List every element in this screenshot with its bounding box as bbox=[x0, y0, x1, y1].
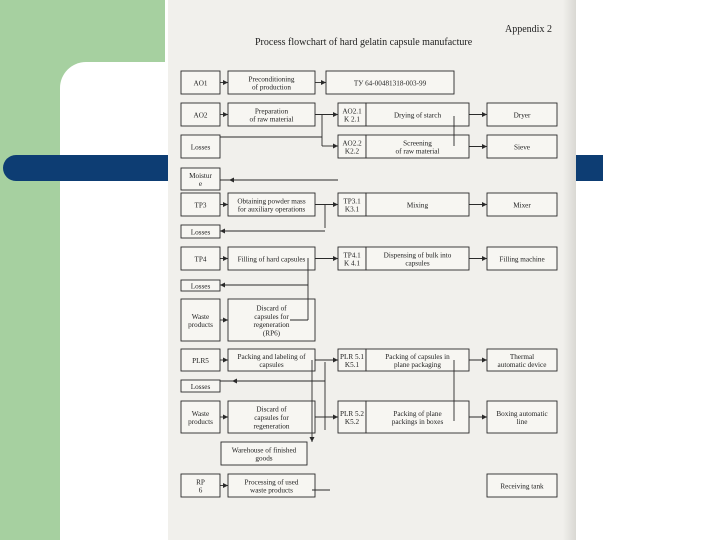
step-label: capsules for bbox=[254, 312, 289, 321]
flow-arrowhead bbox=[310, 437, 315, 442]
step-label: of production bbox=[252, 83, 291, 92]
document-title: Process flowchart of hard gelatin capsule manufacture bbox=[255, 37, 473, 48]
equipment-label: Receiving tank bbox=[500, 482, 544, 491]
substep-code-label: K5.2 bbox=[344, 418, 360, 427]
step-label: regeneration bbox=[253, 422, 290, 431]
code-label: Waste bbox=[191, 409, 210, 418]
substep-code-label: K2.2 bbox=[344, 147, 360, 156]
flow-arrowhead bbox=[333, 256, 338, 261]
flow-arrowhead bbox=[232, 379, 237, 384]
substep-code-label: PLR 5.1 bbox=[340, 352, 364, 361]
flow-arrowhead bbox=[482, 358, 487, 363]
flow-arrowhead bbox=[321, 80, 326, 85]
substep-label: Packing of capsules in bbox=[385, 352, 450, 361]
substep-label: Mixing bbox=[406, 201, 429, 210]
substep-label: Screening bbox=[403, 139, 432, 148]
code-label: Losses bbox=[190, 383, 211, 391]
code-label: products bbox=[188, 321, 213, 330]
step-label: goods bbox=[255, 454, 273, 463]
flow-arrowhead bbox=[223, 483, 228, 488]
equipment-label: Dryer bbox=[513, 111, 531, 120]
flow-arrowhead bbox=[223, 202, 228, 207]
substep-code-label: AO2.1 bbox=[342, 107, 362, 116]
white-content-tab bbox=[60, 62, 180, 540]
code-label: Losses bbox=[190, 282, 211, 291]
code-label: Moistur bbox=[189, 171, 212, 180]
equipment-label: Mixer bbox=[513, 201, 531, 210]
substep-code-label: K 4.1 bbox=[344, 259, 360, 268]
substep-label: packings in boxes bbox=[391, 418, 444, 427]
substep-label: of raw material bbox=[395, 147, 440, 156]
code-label: AO1 bbox=[193, 79, 208, 88]
equipment-label: Boxing automatic bbox=[496, 409, 548, 418]
code-label: TP4 bbox=[194, 255, 207, 264]
substep-label: ТУ 64-00481318-003-99 bbox=[353, 79, 427, 88]
substep-code-label: K 2.1 bbox=[344, 115, 360, 124]
flow-arrowhead bbox=[223, 256, 228, 261]
step-label: Obtaining powder mass bbox=[237, 197, 306, 206]
step-label: regeneration bbox=[253, 321, 290, 330]
flow-arrowhead bbox=[223, 112, 228, 117]
code-label: Losses bbox=[190, 143, 211, 152]
substep-code-label: K5.1 bbox=[344, 361, 360, 370]
flow-arrowhead bbox=[223, 80, 228, 85]
step-label: Discard of bbox=[256, 304, 287, 313]
equipment-label: Filling machine bbox=[499, 255, 545, 264]
substep-code-label: K3.1 bbox=[344, 205, 360, 214]
flow-arrowhead bbox=[333, 112, 338, 117]
code-label: e bbox=[198, 180, 203, 189]
code-label: products bbox=[188, 418, 213, 427]
flow-arrowhead bbox=[482, 202, 487, 207]
step-label: Discard of bbox=[256, 405, 287, 414]
step-label: for auxiliary operations bbox=[237, 205, 306, 214]
code-label: 6 bbox=[198, 486, 203, 495]
step-label: capsules for bbox=[254, 414, 289, 422]
step-label: Preconditioning bbox=[248, 75, 295, 84]
step-label: Filling of hard capsules bbox=[237, 255, 306, 264]
flow-arrowhead bbox=[482, 144, 487, 149]
code-label: Losses bbox=[190, 228, 211, 237]
substep-label: Dispensing of bulk into bbox=[383, 251, 452, 260]
substep-code-label: AO2.2 bbox=[342, 139, 362, 148]
step-label: Packing and labeling of bbox=[237, 352, 306, 361]
step-label: Warehouse of finished bbox=[231, 446, 297, 455]
step-label: waste products bbox=[250, 486, 293, 495]
appendix-label: Appendix 2 bbox=[505, 24, 552, 35]
flow-arrowhead bbox=[220, 283, 225, 288]
code-label: AO2 bbox=[193, 111, 208, 120]
blue-accent-bar-end bbox=[583, 155, 603, 181]
equipment-label: automatic device bbox=[497, 361, 547, 370]
flow-arrowhead bbox=[229, 178, 234, 183]
code-label: TP3 bbox=[194, 201, 207, 210]
flow-arrowhead bbox=[333, 415, 338, 420]
equipment-label: Thermal bbox=[509, 352, 535, 361]
code-label: Waste bbox=[191, 312, 210, 321]
step-label: capsules bbox=[259, 361, 284, 370]
substep-label: Drying of starch bbox=[393, 111, 442, 120]
substep-label: capsules bbox=[405, 259, 430, 268]
code-label: RP bbox=[196, 478, 205, 487]
flow-arrowhead bbox=[482, 112, 487, 117]
flow-arrowhead bbox=[333, 202, 338, 207]
process-flowchart bbox=[168, 0, 576, 540]
equipment-label: Sieve bbox=[514, 143, 530, 152]
step-label: Preparation bbox=[254, 107, 289, 116]
substep-label: plane packaging bbox=[394, 361, 441, 370]
flow-arrowhead bbox=[482, 415, 487, 420]
substep-code-label: TP4.1 bbox=[343, 251, 361, 260]
flow-arrowhead bbox=[223, 415, 228, 420]
substep-label: Packing of plane bbox=[393, 409, 442, 418]
flow-arrowhead bbox=[223, 318, 228, 323]
step-label: of raw material bbox=[249, 115, 294, 124]
step-label: Processing of used bbox=[244, 478, 299, 487]
flow-arrowhead bbox=[333, 144, 338, 149]
flow-arrowhead bbox=[333, 358, 338, 363]
code-label: PLR5 bbox=[192, 357, 209, 365]
flow-arrowhead bbox=[223, 358, 228, 363]
equipment-label: line bbox=[516, 418, 528, 427]
flow-arrowhead bbox=[220, 229, 225, 234]
substep-code-label: PLR 5.2 bbox=[340, 409, 364, 418]
flow-arrowhead bbox=[482, 256, 487, 261]
step-label: (RP6) bbox=[262, 329, 281, 338]
substep-code-label: TP3.1 bbox=[343, 197, 361, 206]
